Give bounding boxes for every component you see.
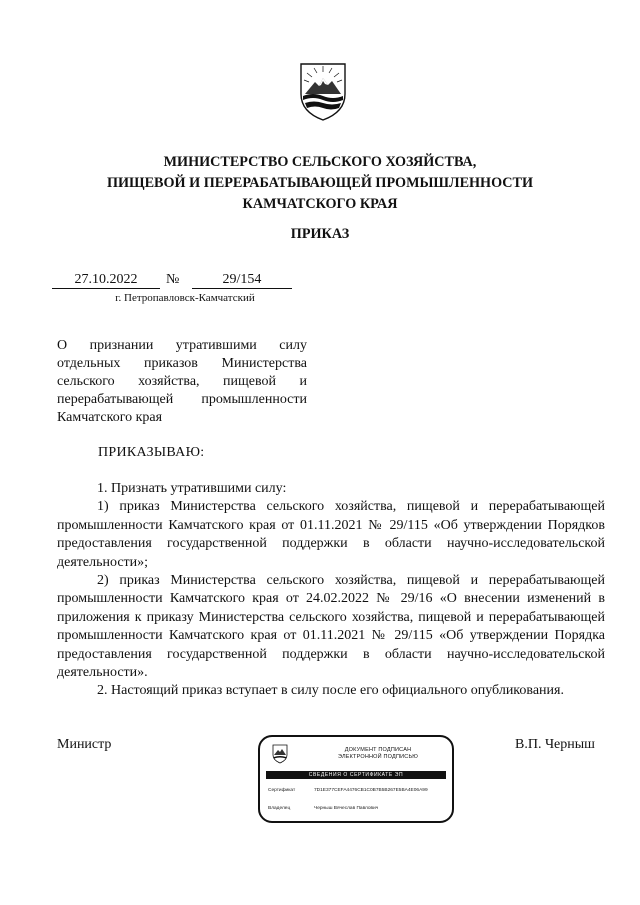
stamp-emblem-icon — [272, 744, 288, 764]
order-keyword: ПРИКАЗЫВАЮ: — [98, 445, 205, 460]
paragraph-3: 2) приказ Министерства сельского хозяйства, пищевой и перерабатывающей промышленности Камчатского края от 24.02.2022 № 29/16 «О внесении изменений в приложения к приказу Министерства сельского хозяйства, пищевой и перерабатывающей промышленности Камчатского края от 01.11.2021 № 29/115 «Об утверждении Порядка предоставления государственной поддержки в области научно-исследовательской деятельности». — [57, 573, 605, 681]
signer-name: В.П. Черныш — [515, 737, 595, 752]
order-date: 27.10.2022 — [74, 272, 138, 287]
owner-label: Владелец — [268, 806, 291, 811]
paragraph-2: 1) приказ Министерства сельского хозяйства, пищевой и перерабатывающей промышленности Камчатского края от 01.11.2021 № 29/115 «Об утверждении Порядков предоставления государственной поддержки в области научно-исследовательской деятельности»; — [57, 499, 605, 570]
number-sign: № — [166, 272, 180, 287]
document-title: ПРИКАЗ — [290, 226, 350, 242]
electronic-signature-stamp — [258, 735, 454, 823]
ministry-header — [60, 152, 580, 215]
paragraph-4: 2. Настоящий приказ вступает в силу после его официального опубликования. — [97, 683, 564, 699]
number-underline — [192, 288, 292, 289]
ministry-name-line3: КАМЧАТСКОГО КРАЯ — [242, 196, 398, 212]
stamp-cert-bar: СВЕДЕНИЯ О СЕРТИФИКАТЕ ЭП — [266, 771, 446, 779]
order-number: 29/154 — [222, 272, 262, 287]
cert-value: 7D1E377CEFA4476CB1C0B7B5B267E5BA4E06A99 — [314, 788, 428, 793]
order-subject: О признании утратившими силу отдельных приказов Министерства сельского хозяйства, пищевой и перерабатывающей промышленности Камчатского края — [57, 338, 307, 425]
stamp-heading — [308, 747, 448, 761]
kamchatka-emblem-icon — [297, 60, 349, 122]
order-date-number — [52, 270, 302, 290]
ministry-name-line2: ПИЩЕВОЙ И ПЕРЕРАБАТЫВАЮЩЕЙ ПРОМЫШЛЕННОСТИ — [106, 175, 534, 191]
paragraph-1: 1. Признать утратившими силу: — [97, 481, 287, 496]
signer-position: Министр — [57, 737, 112, 752]
order-body — [57, 480, 605, 701]
ministry-name-line1: МИНИСТЕРСТВО СЕЛЬСКОГО ХОЗЯЙСТВА, — [163, 154, 477, 170]
stamp-heading-line2: ЭЛЕКТРОННОЙ ПОДПИСЬЮ — [337, 754, 419, 760]
owner-value: Черныш Вячеслав Павлович — [314, 806, 379, 811]
cert-label: Сертификат — [268, 788, 296, 793]
stamp-heading-line1: ДОКУМЕНТ ПОДПИСАН — [344, 747, 412, 753]
order-city: г. Петропавловск-Камчатский — [115, 292, 255, 304]
date-underline — [52, 288, 160, 289]
